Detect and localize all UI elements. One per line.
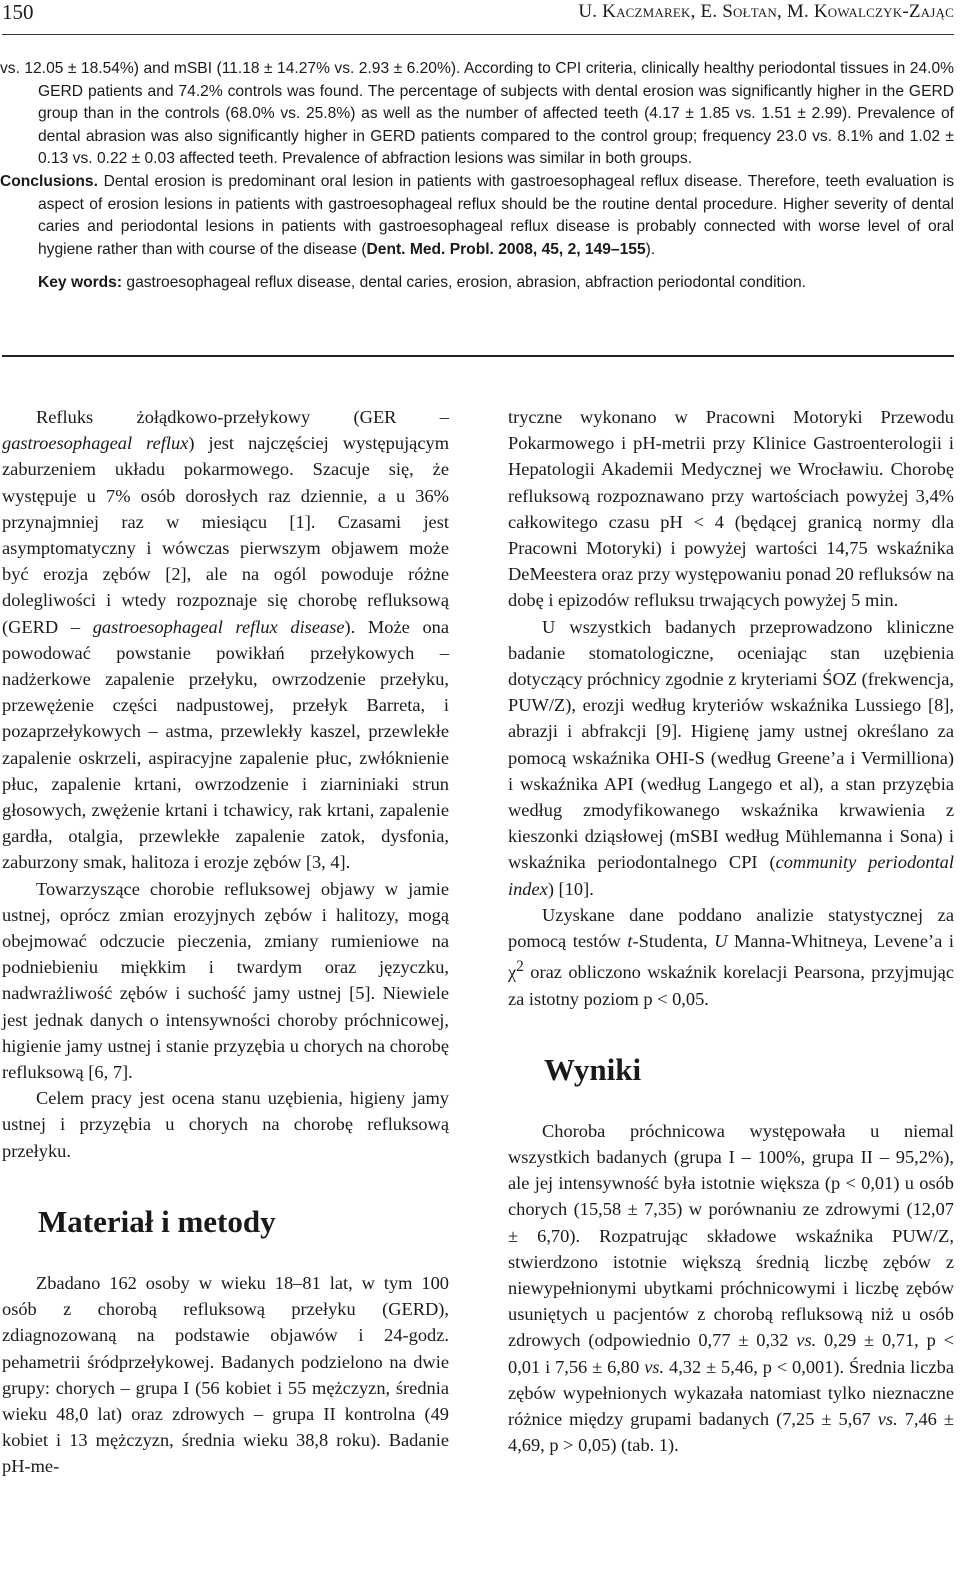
methods-paragraph-3: Uzyskane dane poddano analizie statystycznej za pomocą testów t-Studenta, U Manna-Whitneya, Levene’a i $\chi^2$ oraz obliczono wskaźnik korelacji Pearsona, przyjmując za istotny poziom p < 0,05. — [508, 904, 954, 1009]
page-number: 150 — [2, 0, 34, 24]
methods-paragraph-2: U wszystkich badanych przeprowadzono kliniczne badanie stomatologiczne, oceniając stan uzębienia dotyczący próchnicy zgodnie z kryteriami ŚOZ (frekwencja, PUW/Z), erozji według kryteriów wskaźnika Lussiego [8], abrazji i abfrakcji [9]. Higienę jamy ustnej określano za pomocą wskaźnika OHI-S (według Greene’a i Vermilliona) i wskaźnika API (według Langego et al), a stan przyzębia według zmodyfikowanego wskaźnika krwawienia z kieszonki dziąsłowej (mSBI według Mühlemanna i Sona) i wskaźnika periodontalnego CPI (community periodontal index) [10]. — [508, 616, 954, 899]
abstract-conclusions: Conclusions. Dental erosion is predominant oral lesion in patients with gastroesophageal reflux disease. Therefore, teeth evaluation is aspect of erosion lesions in patients with gastroesophageal reflux should be the routine dental procedure. Higher severity of dental caries and periodontal lesions in patients with gastroesophageal reflux disease is probably connected with worse level of oral hygiene rather than with course of the disease (Dent. Med. Probl. 2008, 45, 2, 149–155). — [0, 172, 954, 258]
methods-paragraph-1: Zbadano 162 osoby w wieku 18–81 lat, w tym 100 osób z chorobą refluksową przełyku (GERD), zdiagnozowaną na podstawie objawów i 24-godz. pehametrii śródprzełykowej. Badanych podzielono na dwie grupy: chorych – grupa I (56 kobiet i 55 mężczyzn, średnia wieku 48,0 lat) oraz zdrowych – grupa II kontrolna (49 kobiet i 13 mężczyzn, średnia wieku 38,8 roku). Badanie pH-me- — [2, 1272, 449, 1477]
section-heading-results: Wyniki — [544, 1051, 642, 1087]
section-heading-methods: Materiał i metody — [38, 1203, 276, 1239]
abstract-keywords: Key words: gastroesophageal reflux disease, dental caries, erosion, abrasion, abfraction periodontal condition. — [38, 274, 807, 292]
intro-paragraph-1: Refluks żołądkowo-przełykowy (GER – gastroesophageal reflux) jest najczęściej występującym zaburzeniem układu pokarmowego. Szacuje się, że występuje u 7% osób dorosłych raz dziennie, a u 36% przynajmniej raz w miesiącu [1]. Czasami jest asymptomatyczny i wówczas pierwszym objawem może być erozja zębów [2], ale na ogól powoduje różne dolegliwości i wtedy rozpoznaje się chorobę refluksową (GERD – gastroesophageal reflux disease). Może ona powodować powstanie powikłań przełykowych – nadżerkowe zapalenie przełyku, owrzodzenie przełyku, przewężenie części nadpustowej, przełyk Barreta, i pozaprzełykowych – astma, przewlekły kaszel, przewlekłe zapalenie oskrzeli, aspiracyjne zapalenie płuc, zwłóknienie płuc, zapalenie krtani, owrzodzenie i ziarniniaki strun głosowych, zwężenie krtani i tchawicy, rak krtani, zapalenie gardła, otalgia, przewlekłe zapalenie zatok, dysfonia, zaburzony smak, halitoza i erozje zębów [3, 4]. — [2, 407, 450, 873]
left-column — [2, 404, 449, 1480]
running-head-authors: U. Kaczmarek, E. Sołtan, M. Kowalczyk-Zając — [578, 1, 954, 22]
header-rule — [2, 34, 954, 35]
journal-citation: Dent. Med. Probl. 2008, 45, 2, 149–155 — [366, 240, 646, 258]
abstract-divider — [2, 355, 954, 357]
intro-paragraph-2: Towarzyszące chorobie refluksowej objawy w jamie ustnej, oprócz zmian erozyjnych zębów i halitozy, mogą obejmować odczucie pieczenia, zmiany rumieniowe na podniebieniu miękkim i twardym oraz języczku, nadwrażliwość zębów i suchość jamy ustnej [5]. Niewiele jest jednak danych o intensywności choroby próchnicowej, higienie jamy ustnej i stanie przyzębia u chorych na chorobę refluksową [6, 7]. — [2, 878, 449, 1083]
right-column — [508, 404, 954, 1458]
keywords-label: Key words: — [38, 274, 123, 292]
methods-paragraph-continuation: tryczne wykonano w Pracowni Motoryki Przewodu Pokarmowego i pH-metrii przy Klinice Gastroenterologii i Hepatologii Akademii Medycznej we Wrocławiu. Chorobę refluksową rozpoznawano przy wartościach powyżej 3,4% całkowitego czasu pH < 4 (będącej granicą normy dla Pracowni Motoryki) i powyżej wartości 14,75 wskaźnika DeMeestera oraz przy występowaniu ponad 20 refluksów na dobę i epizodów refluksu trwających powyżej 5 min. — [508, 407, 954, 611]
abstract-results-continuation: vs. 12.05 ± 18.54%) and mSBI (11.18 ± 14.27% vs. 2.93 ± 6.20%). According to CPI criteria, clinically healthy periodontal tissues in 24.0% GERD patients and 74.2% controls was found. The percentage of subjects with dental erosion was significantly higher in the GERD group than in the controls (68.0% vs. 25.8%) as well as the number of affected teeth (4.17 ± 1.85 vs. 1.51 ± 2.99). Prevalence of dental abrasion was also significantly higher in GERD patients compared to the control group; frequency 23.0 vs. 8.1% and 1.02 ± 0.13 vs. 0.22 ± 0.03 affected teeth. Prevalence of abfraction lesions was similar in both groups. — [0, 60, 954, 168]
intro-paragraph-3: Celem pracy jest ocena stanu uzębienia, higieny jamy ustnej i przyzębia u chorych na chorobę refluksową przełyku. — [2, 1088, 449, 1161]
results-paragraph-1: Choroba próchnicowa występowała u niemal wszystkich badanych (grupa I – 100%, grupa II – 95,2%), ale jej intensywność była istotnie większa (p < 0,01) u osób chorych (15,58 ± 7,35) w porównaniu ze zdrowymi (12,07 ± 6,70). Rozpatrując składowe wskaźnika PUW/Z, stwierdzono istotnie większą średnią liczbę zębów z niewypełnionymi ubytkami próchnicowymi i liczbę zębów usuniętych u pacjentów z chorobą refluksową niż u osób zdrowych (odpowiednio 0,77 ± 0,32 vs. 0,29 ± 0,71, p < 0,01 i 7,56 ± 6,80 vs. 4,32 ± 5,46, p < 0,001). Średnia liczba zębów wypełnionych wykazała natomiast tylko nieznaczne różnice między grupami badanych (7,25 ± 5,67 vs. 7,46 ± 4,69, p > 0,05) (tab. 1). — [508, 1120, 954, 1456]
conclusions-label: Conclusions. — [0, 172, 98, 190]
abstract — [0, 58, 954, 295]
running-header — [0, 0, 960, 26]
